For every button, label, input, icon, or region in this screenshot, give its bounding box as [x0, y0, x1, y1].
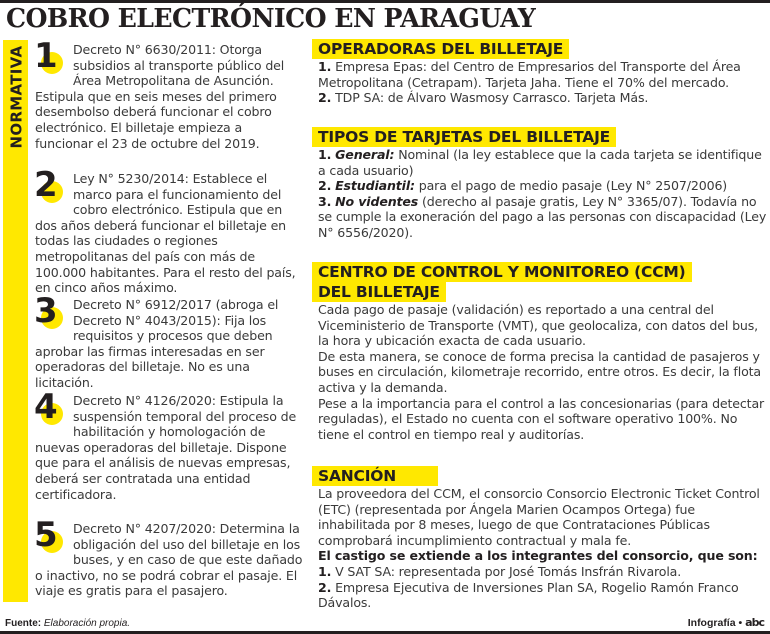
section-sancion — [312, 466, 770, 611]
normativa-text: Decreto N° 6912/2017 (abroga el Decreto N° 4043/2015): Fija los requisitos y procesos que deben aprobar las firmas interesadas en ser operadoras del billetaje. No es una licitación. — [35, 297, 279, 390]
item-number-badge: 2 — [35, 171, 65, 203]
section-ccm — [312, 262, 770, 442]
list-item: 1. Empresa Epas: del Centro de Empresarios del Transporte del Área Metropolitana (Cetrapam). Tarjeta Jaha. Tiene el 70% del mercado. — [318, 59, 741, 90]
normativa-text: Decreto N° 6630/2011: Otorga subsidios al transporte público del Área Metropolitana de Asunción. Estipula que en seis meses del primero desembolso deberá funcionar el cobro electrónico. El billetaje empieza a funcionar el 23 de octubre del 2019. — [35, 42, 285, 151]
normativa-item — [34, 291, 303, 391]
abc-logo: abc — [745, 616, 764, 629]
list-item: 2. TDP SA: de Álvaro Wasmosy Carrasco. Tarjeta Más. — [318, 90, 649, 106]
normativa-item — [34, 515, 303, 599]
normativa-item — [34, 165, 303, 296]
paragraph: De esta manera, se conoce de forma precisa la cantidad de pasajeros y buses en circulación, kilometraje recorrido, entre otros. Es decir, la flota activa y la demanda. — [318, 348, 761, 395]
normativa-item — [34, 387, 303, 502]
item-number-badge: 5 — [35, 521, 65, 553]
list-item: 1. V SAT SA: representada por José Tomás Insfrán Rivarola. — [318, 563, 682, 579]
normativa-text: Ley N° 5230/2014: Establece el marco para el funcionamiento del cobro electrónico. Estipula que en dos años deberá funcionar el billetaje en todas las ciudades o regiones metropolitanas del país con más de 100.000 habitantes. Para el resto del país, en cinco años máximo. — [35, 171, 296, 296]
section-heading: TIPOS DE TARJETAS DEL BILLETAJE — [312, 127, 616, 147]
paragraph: La proveedora del CCM, el consorcio Consorcio Electronic Ticket Control (ETC) (representada por Ángela Marien Ocampos Ortega) fue inhabilitada por 8 meses, luego de que Contrataciones Públicas comprobará incumplimiento contractual y mala fe. — [318, 486, 760, 548]
emphasis-line: El castigo se extiende a los integrantes del consorcio, que son: — [318, 548, 758, 564]
list-item: 2. Empresa Ejecutiva de Inversiones Plan SA, Rogelio Ramón Franco Dávalos. — [318, 579, 739, 611]
list-item: 3. No videntes (derecho al pasaje gratis, Ley N° 3365/07). Todavía no se cumple la exoneración del pago a las personas con discapacidad (Ley N° 6556/2020). — [318, 193, 767, 240]
sidebar-label — [4, 40, 28, 154]
credit — [688, 616, 764, 629]
page-title: COBRO ELECTRÓNICO EN PARAGUAY — [6, 4, 536, 34]
item-number-badge: 3 — [35, 297, 65, 329]
section-body — [312, 486, 770, 611]
source-note: Fuente: Elaboración propia. — [5, 618, 131, 629]
paragraph: Cada pago de pasaje (validación) es reportado a una central del Viceministerio de Transporte (VMT), que geolocaliza, con datos del bus, la hora y ubicación exacta de cada usuario. — [318, 302, 759, 349]
item-number-badge: 1 — [35, 42, 65, 74]
section-heading: OPERADORAS DEL BILLETAJE — [312, 39, 569, 59]
section-body — [312, 59, 770, 106]
credit-text: Infografía • — [687, 616, 743, 629]
section-operadoras — [312, 39, 770, 106]
list-item: 2. Estudiantil: para el pago de medio pasaje (Ley N° 2507/2006) — [318, 178, 728, 194]
section-body — [312, 147, 770, 241]
section-body — [312, 302, 770, 442]
normativa-text: Decreto N° 4207/2020: Determina la obligación del uso del billetaje en los buses, y en caso de que este dañado o inactivo, no se podrá cobrar el pasaje. El viaje es gratis para el pasajero. — [35, 521, 303, 599]
normativa-item — [34, 36, 303, 151]
sidebar-label-text: NORMATIVA — [7, 45, 26, 149]
section-heading: SANCIÓN — [312, 466, 438, 486]
list-item: 1. General: Nominal (la ley establece que la cada tarjeta se identifique a cada usuario) — [318, 147, 762, 178]
normativa-text: Decreto N° 4126/2020: Estipula la suspensión temporal del proceso de habilitación y homologación de nuevas operadoras del billetaje. Dispone que para el análisis de nuevas empresas, deberá ser contratada una entidad certificadora. — [35, 393, 297, 502]
section-heading: CENTRO DE CONTROL Y MONITOREO (CCM) DEL BILLETAJE — [312, 262, 770, 302]
item-number-badge: 4 — [35, 393, 65, 425]
top-rule — [0, 0, 770, 3]
section-tarjetas — [312, 127, 770, 241]
paragraph: Pese a la importancia para el control a las concesionarias (para detectar reguladas), el Estado no cuenta con el software operativo 100%. No tiene el control en tiempo real y auditorías. — [318, 395, 765, 442]
